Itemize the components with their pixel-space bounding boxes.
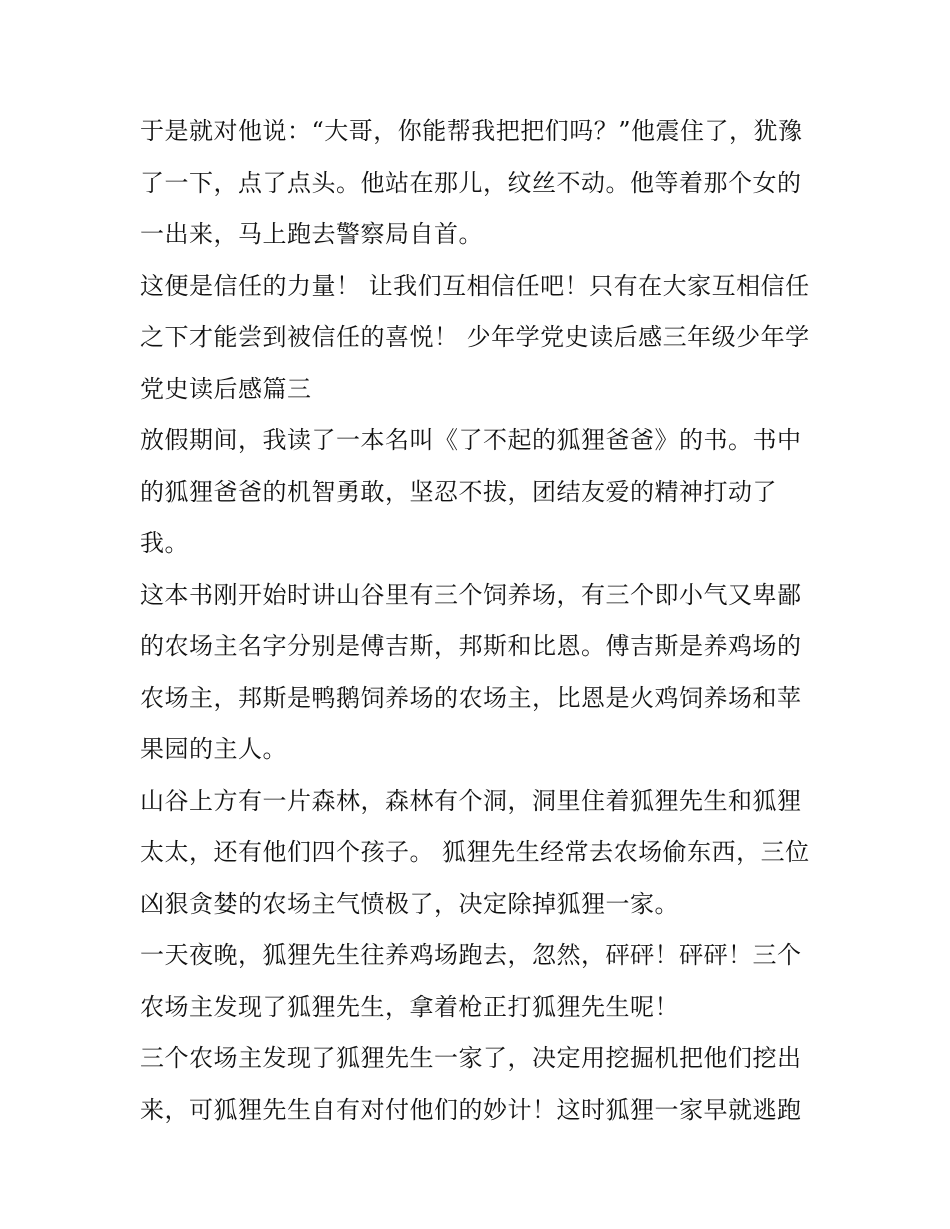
paragraph: 于是就对他说：“大哥，你能帮我把把们吗？”他震住了，犹豫了一下，点了点头。他站在那儿，纹丝不动。他等着那个女的一出来，马上跑去警察局自首。	[140, 117, 803, 248]
paragraph: 一天夜晚，狐狸先生往养鸡场跑去，忽然，砰砰！砰砰！三个农场主发现了狐狸先生，拿着枪正打狐狸先生呢！	[140, 941, 802, 1021]
paragraph: 这便是信任的力量！ 让我们互相信任吧！只有在大家互相信任之下才能尝到被信任的喜悦！ 少年学党史读后感三年级少年学党史读后感篇三	[140, 271, 810, 403]
document-body	[140, 106, 820, 1136]
paragraph: 山谷上方有一片森林，森林有个洞，洞里住着狐狸先生和狐狸太太，还有他们四个孩子。 狐狸先生经常去农场偷东西，三位凶狠贪婪的农场主气愤极了，决定除掉狐狸一家。	[140, 786, 810, 918]
paragraph: 三个农场主发现了狐狸先生一家了，决定用挖掘机把他们挖出来，可狐狸先生自有对付他们的妙计！这时狐狸一家早就逃跑	[140, 1044, 802, 1124]
paragraph: 放假期间，我读了一本名叫《了不起的狐狸爸爸》的书。书中的狐狸爸爸的机智勇敢，坚忍不拔，团结友爱的精神打动了我。	[140, 426, 802, 557]
paragraph: 这本书刚开始时讲山谷里有三个饲养场，有三个即小气又卑鄙的农场主名字分别是傅吉斯，邦斯和比恩。傅吉斯是养鸡场的农场主，邦斯是鸭鹅饲养场的农场主，比恩是火鸡饲养场和苹果园的主人。	[140, 580, 802, 763]
